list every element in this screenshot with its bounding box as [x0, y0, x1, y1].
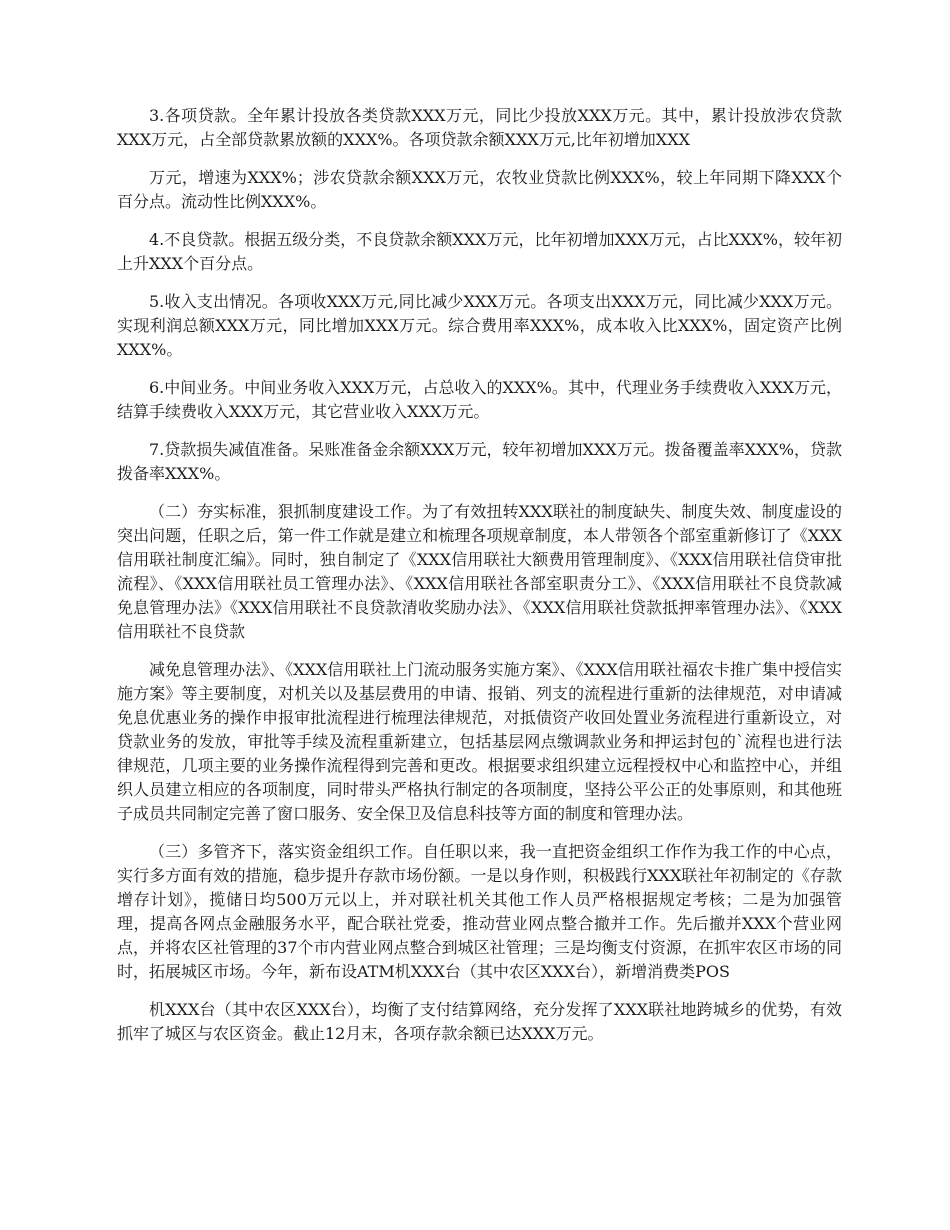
paragraph-fund-organization-continued: 机XXX台（其中农区XXX台），均衡了支付结算网络，充分发挥了XXX联社地跨城乡的优势，有效抓牢了城区与农区资金。截止12月末，各项存款余额已达XXX万元。: [117, 1000, 842, 1043]
paragraph-loans: 3.各项贷款。全年累计投放各类贷款XXX万元，同比少投放XXX万元。其中，累计投放涉农贷款XXX万元，占全部贷款累放额的XXX%。各项贷款余额XXX万元,比年初增加XXX: [117, 106, 842, 149]
paragraph-system-building: （二）夯实标准，狠抓制度建设工作。为了有效扭转XXX联社的制度缺失、制度失效、制度虚设的突出问题，任职之后，第一件工作就是建立和梳理各项规章制度，本人带领各个部室重新修订了《XXX信用联社制度汇编》。同时，独自制定了《XXX信用联社大额费用管理制度》、《XXX信用联社信贷审批流程》、《XXX信用联社员工管理办法》、《XXX信用联社各部室职责分工》、《XXX信用联社不良贷款减免息管理办法》《XXX信用联社不良贷款清收奖励办法》、《XXX信用联社贷款抵押率管理办法》、《XXX信用联社不良贷款: [117, 502, 842, 641]
document-body: [117, 104, 842, 1060]
paragraph-loan-loss-provision: 7.贷款损失减值准备。呆账准备金余额XXX万元，较年初增加XXX万元。拨备覆盖率XXX%，贷款拨备率XXX%。: [117, 440, 842, 483]
paragraph-loans-continued: 万元，增速为XXX%；涉农贷款余额XXX万元，农牧业贷款比例XXX%，较上年同期下降XXX个百分点。流动性比例XXX%。: [117, 168, 842, 211]
paragraph-fund-organization: （三）多管齐下，落实资金组织工作。自任职以来，我一直把资金组织工作作为我工作的中心点，实行多方面有效的措施，稳步提升存款市场份额。一是以身作则，积极践行XXX联社年初制定的《存款增存计划》，揽储日均500万元以上，并对联社机关其他工作人员严格根据规定考核；二是为加强管理，提高各网点金融服务水平，配合联社党委，推动营业网点整合撤并工作。先后撤并XXX个营业网点，并将农区社管理的37个市内营业网点整合到城区社管理；三是均衡支付资源，在抓牢农区市场的同时，拓展城区市场。今年，新布设ATM机XXX台（其中农区XXX台），新增消费类POS: [117, 842, 842, 981]
paragraph-intermediate-business: 6.中间业务。中间业务收入XXX万元，占总收入的XXX%。其中，代理业务手续费收入XXX万元，结算手续费收入XXX万元，其它营业收入XXX万元。: [117, 378, 842, 421]
paragraph-nonperforming-loans: 4.不良贷款。根据五级分类，不良贷款余额XXX万元，比年初增加XXX万元，占比XXX%，较年初上升XXX个百分点。: [117, 230, 842, 273]
paragraph-system-building-continued: 减免息管理办法》、《XXX信用联社上门流动服务实施方案》、《XXX信用联社福农卡推广集中授信实施方案》等主要制度，对机关以及基层费用的申请、报销、列支的流程进行重新的法律规范，对申请减免息优惠业务的操作申报审批流程进行梳理法律规范，对抵债资产收回处置业务流程进行重新设立，对贷款业务的发放，审批等手续及流程重新建立，包括基层网点缴调款业务和押运封包的`流程也进行法律规范，几项主要的业务操作流程得到完善和更改。根据要求组织建立远程授权中心和监控中心，并组织人员建立相应的各项制度，同时带头严格执行制定的各项制度，坚持公平公正的处事原则，和其他班子成员共同制定完善了窗口服务、安全保卫及信息科技等方面的制度和管理办法。: [117, 660, 842, 823]
paragraph-income-expenses: 5.收入支出情况。各项收XXX万元,同比减少XXX万元。各项支出XXX万元，同比减少XXX万元。实现利润总额XXX万元，同比增加XXX万元。综合费用率XXX%，成本收入比XXX%，固定资产比例XXX%。: [117, 292, 842, 359]
